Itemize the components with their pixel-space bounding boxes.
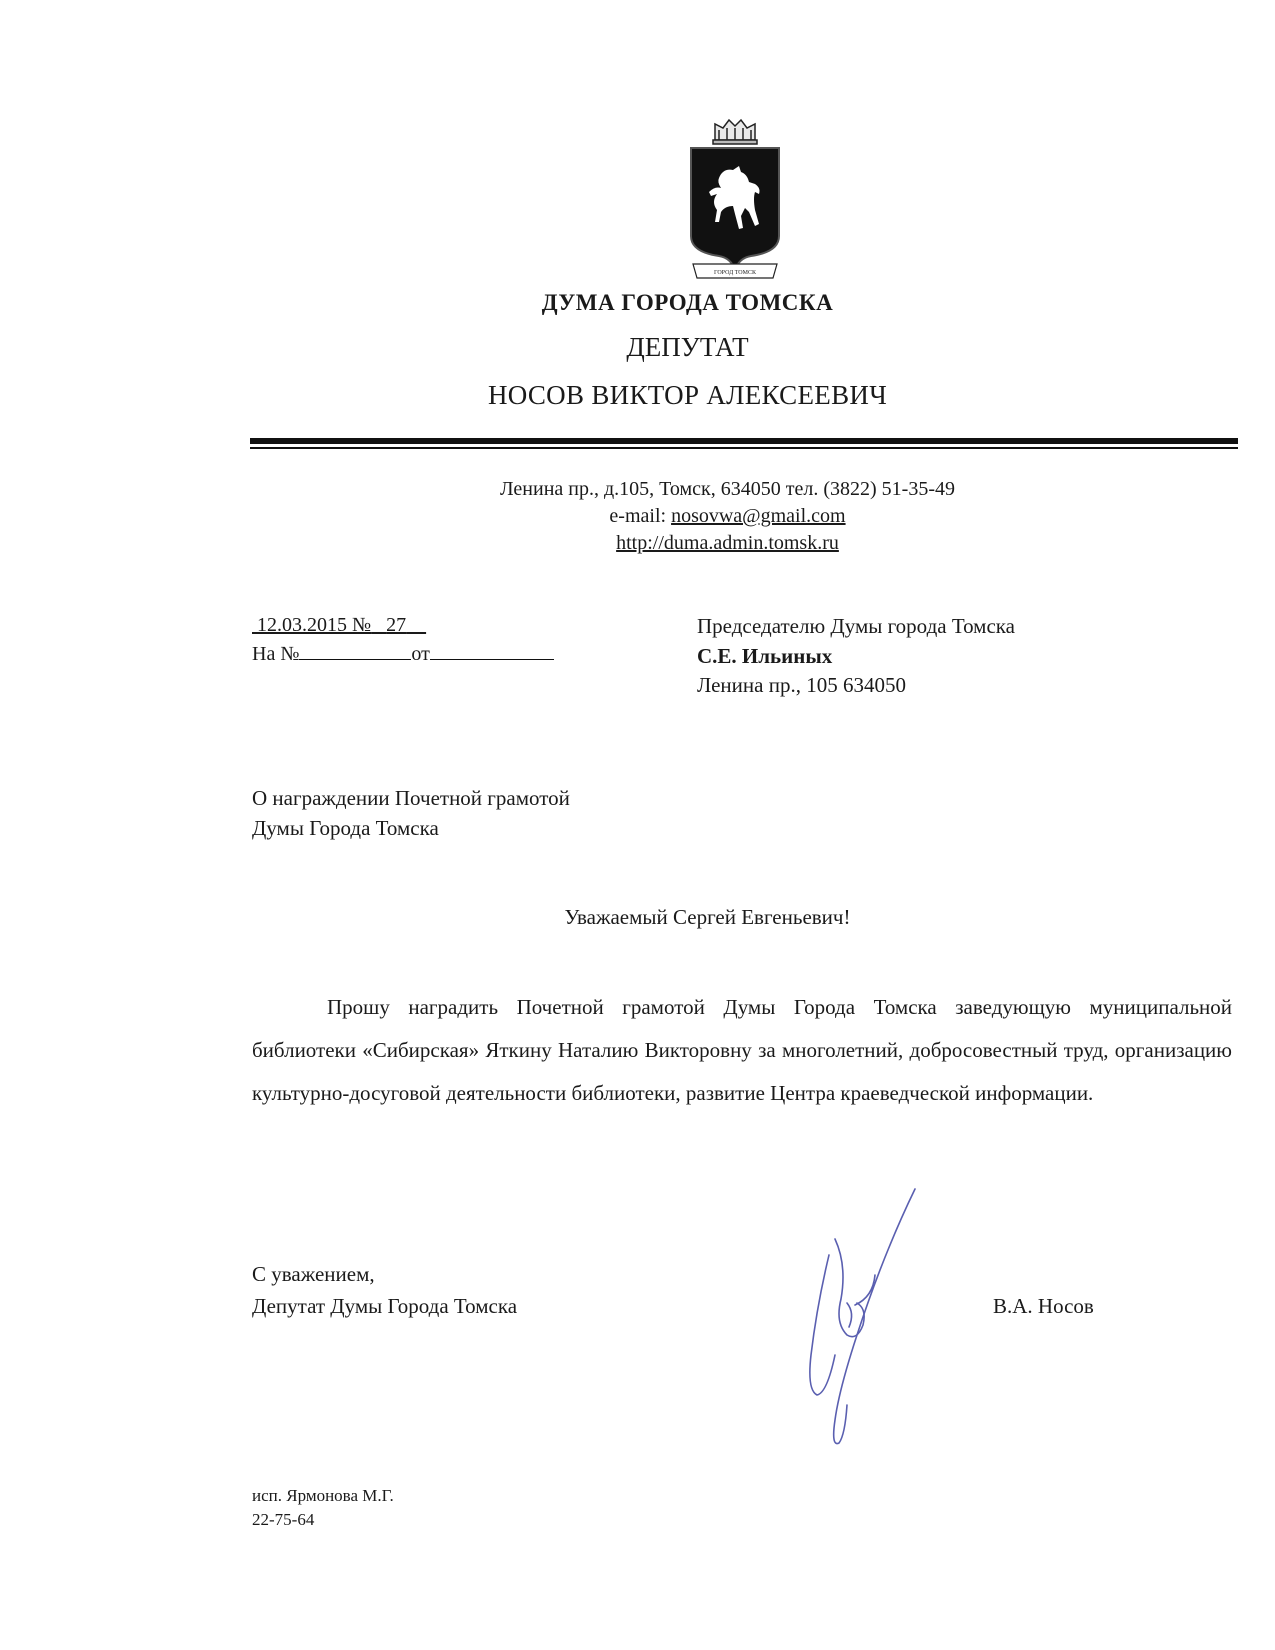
contact-address: Ленина пр., д.105, Томск, 634050 тел. (3822) 51-35-49 bbox=[500, 478, 955, 500]
organization-title: ДУМА ГОРОДА ТОМСКА bbox=[541, 290, 834, 315]
contact-email-line bbox=[0, 505, 1275, 528]
ribbon-icon bbox=[693, 264, 777, 278]
closing-regards: С уважением, bbox=[252, 1262, 375, 1286]
recipient-name: С.Е. Ильиных bbox=[697, 644, 833, 668]
greeting: Уважаемый Сергей Евгеньевич! bbox=[564, 905, 851, 929]
letterhead-divider-thin bbox=[250, 447, 1238, 449]
signer-title: Депутат Думы Города Томска bbox=[252, 1294, 518, 1318]
reply-reference bbox=[252, 643, 554, 666]
reply-number-blank bbox=[299, 643, 411, 660]
reply-label: На № bbox=[252, 643, 300, 665]
crown-icon bbox=[713, 120, 757, 144]
website-link[interactable]: http://duma.admin.tomsk.ru bbox=[616, 532, 839, 554]
executor-name: исп. Ярмонова М.Г. bbox=[252, 1486, 394, 1505]
email-label: e-mail: bbox=[609, 505, 667, 527]
from-label: от bbox=[411, 643, 430, 665]
registration-date: 12.03.2015 bbox=[257, 614, 347, 636]
registration-number: 27 bbox=[386, 614, 407, 636]
ribbon-text: ГОРОД ТОМСК bbox=[714, 270, 756, 276]
contact-website-line bbox=[0, 532, 1275, 555]
email-link[interactable]: nosovwa@gmail.com bbox=[671, 505, 846, 527]
letter-body: Прошу наградить Почетной грамотой Думы Города Томска заведующую муниципальной библиотеки «Сибирская» Яткину Наталию Викторовну за многолетний, добросовестный труд, организацию культурно-досуговой деятельности библиотеки, развитие Центра краеведческой информации. bbox=[252, 995, 1232, 1105]
executor-phone: 22-75-64 bbox=[252, 1510, 315, 1529]
handwritten-signature bbox=[795, 1185, 945, 1455]
letterhead-divider-thick bbox=[250, 438, 1238, 444]
registration-number-label: № bbox=[352, 614, 372, 636]
recipient-address: Ленина пр., 105 634050 bbox=[697, 673, 906, 697]
signer-name: В.А. Носов bbox=[993, 1294, 1094, 1318]
deputy-name: НОСОВ ВИКТОР АЛЕКСЕЕВИЧ bbox=[487, 380, 888, 410]
registration-date-number bbox=[252, 614, 426, 637]
recipient-title: Председателю Думы города Томска bbox=[697, 614, 1015, 638]
position-title: ДЕПУТАТ bbox=[626, 332, 749, 362]
reply-date-blank bbox=[430, 643, 554, 660]
coat-of-arms-emblem bbox=[689, 118, 781, 282]
subject-line-2: Думы Города Томска bbox=[252, 816, 439, 840]
subject-line-1: О награждении Почетной грамотой bbox=[252, 786, 570, 810]
